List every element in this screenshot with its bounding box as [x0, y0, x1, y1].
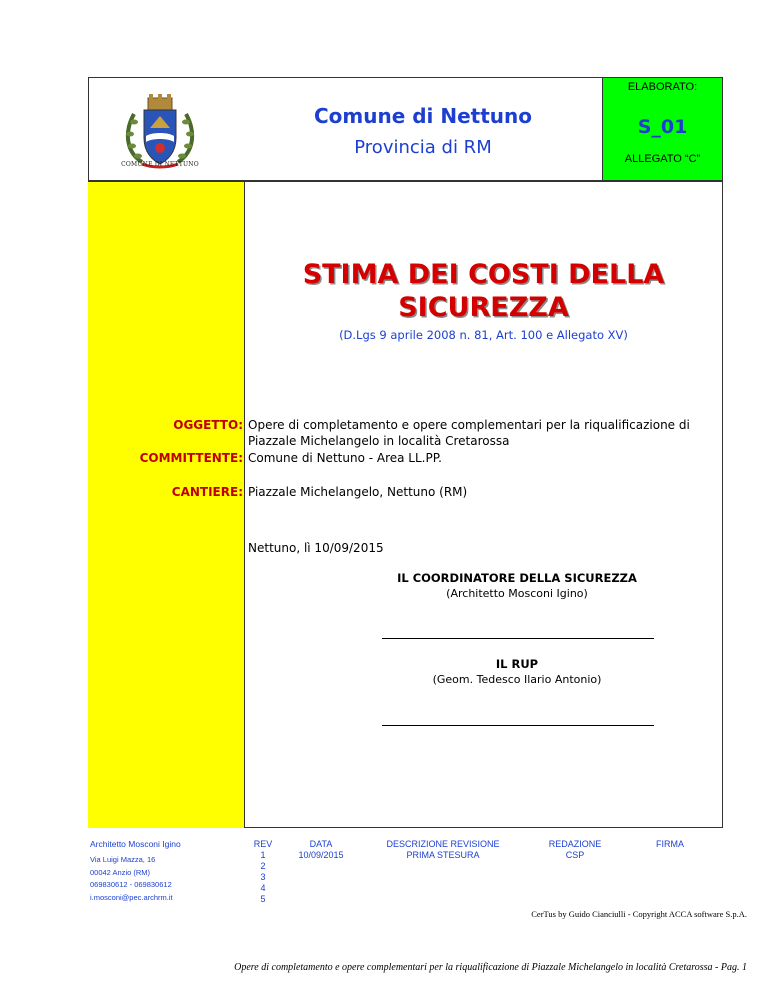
emblem-caption: COMUNE DI NETTUNO: [121, 161, 199, 168]
data-value: 10/09/2015: [298, 849, 344, 860]
rev-number: 2: [260, 861, 266, 871]
rev-number: 1: [260, 850, 266, 860]
title-line-2: SICUREZZA: [398, 292, 569, 323]
comune-title: Comune di Nettuno: [313, 104, 533, 128]
rup-title: IL RUP: [495, 657, 539, 671]
rev-number: 4: [260, 883, 266, 893]
title-line-1: STIMA DEI COSTI DELLA: [302, 259, 665, 290]
coat-of-arms-icon: [112, 92, 208, 172]
studio-city: 00042 Anzio (RM): [90, 868, 151, 877]
header-divider: [88, 180, 723, 182]
committente-label: COMMITTENTE:: [139, 451, 243, 465]
oggetto-line-2: Piazzale Michelangelo in località Cretarossa: [248, 434, 510, 448]
cantiere-label: CANTIERE:: [171, 485, 243, 499]
studio-name: Architetto Mosconi Igino: [90, 839, 181, 849]
firma-column: [640, 839, 700, 850]
firma-header: FIRMA: [656, 839, 684, 849]
coordinatore-name: (Architetto Mosconi Igino): [446, 587, 588, 600]
data-header: DATA: [309, 839, 333, 849]
oggetto-label: OGGETTO:: [173, 418, 243, 432]
redazione-header: REDAZIONE: [548, 839, 602, 849]
coordinatore-signature-line: [382, 638, 654, 639]
data-column: [286, 839, 356, 860]
yellow-sidebar: [88, 181, 245, 828]
page-footer: Opere di completamento e opere complementari per la riqualificazione di Piazzale Michelangelo in località Cretarossa - Pag. 1: [234, 962, 747, 973]
studio-email: i.mosconi@pec.archrm.it: [90, 893, 173, 902]
cantiere-value: Piazzale Michelangelo, Nettuno (RM): [248, 485, 468, 499]
redazione-column: [535, 839, 615, 860]
studio-address: Via Luigi Mazza, 16: [90, 855, 156, 864]
redazione-value: CSP: [565, 849, 585, 860]
elaborato-label: ELABORATO:: [627, 81, 698, 93]
descrizione-value: PRIMA STESURA: [406, 849, 480, 860]
elaborato-box: [602, 78, 722, 180]
oggetto-line-1: Opere di completamento e opere complementari per la riqualificazione di: [248, 418, 690, 432]
rev-header: REV: [253, 839, 273, 849]
allegato-label: ALLEGATO “C”: [624, 153, 701, 165]
studio-phone: 069830612 - 069830612: [90, 880, 172, 889]
rup-signature-line: [382, 725, 654, 726]
rev-numbers: [254, 850, 272, 905]
descrizione-header: DESCRIZIONE REVISIONE: [386, 839, 500, 849]
rev-number: 3: [260, 872, 266, 882]
legal-reference: (D.Lgs 9 aprile 2008 n. 81, Art. 100 e Allegato XV): [339, 328, 628, 342]
place-date: Nettuno, lì 10/09/2015: [248, 541, 384, 555]
document-title: [245, 258, 722, 324]
software-credit: CerTus by Guido Cianciulli - Copyright ACCA software S.p.A.: [531, 909, 747, 919]
coordinatore-title: IL COORDINATORE DELLA SICUREZZA: [397, 571, 637, 585]
descrizione-column: [368, 839, 518, 860]
rup-name: (Geom. Tedesco Ilario Antonio): [432, 673, 602, 686]
committente-value: Comune di Nettuno - Area LL.PP.: [248, 451, 442, 465]
provincia-subtitle: Provincia di RM: [354, 137, 492, 158]
elaborato-code: S_01: [637, 116, 688, 138]
rev-number: 5: [260, 894, 266, 904]
